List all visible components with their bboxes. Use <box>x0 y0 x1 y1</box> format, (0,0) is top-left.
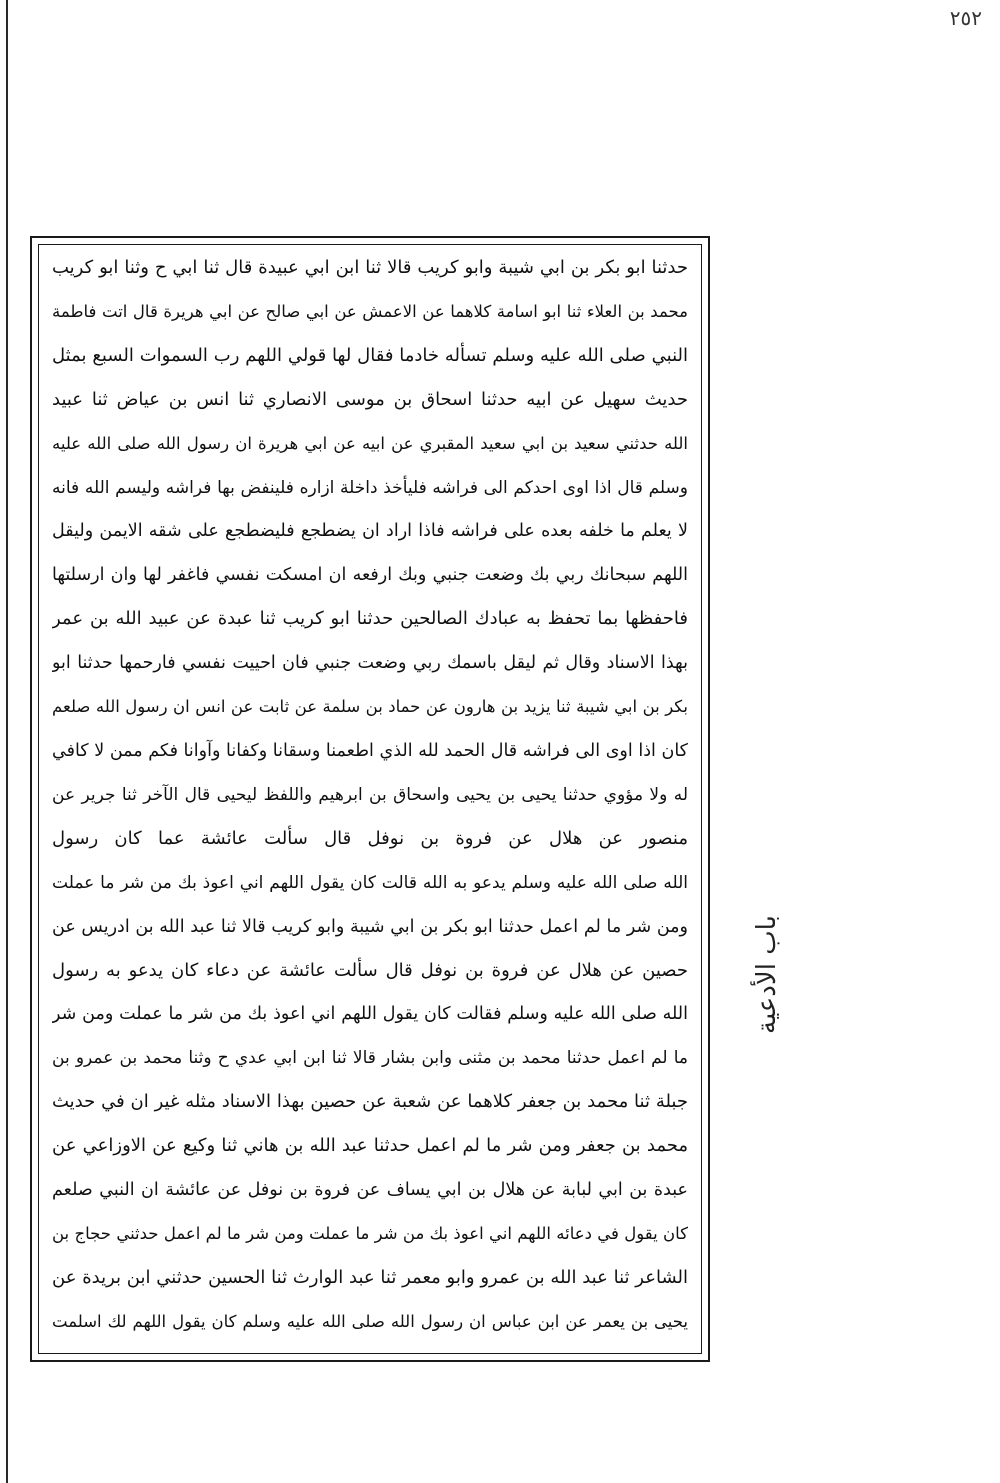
manuscript-line: بهذا الاسناد وقال ثم ليقل باسمك ربي وضعت جنبي فان احييت نفسي فارحمها حدثنا ابو <box>52 653 688 674</box>
manuscript-line: لا يعلم ما خلفه بعده على فراشه فاذا اراد ان يضطجع فليضطجع على شقه الايمن وليقل <box>52 521 688 542</box>
manuscript-line: كان يقول في دعائه اللهم اني اعوذ بك من شر ما عملت ومن شر ما لم اعمل حدثني حجاج بن <box>52 1223 688 1243</box>
manuscript-line: بكر بن ابي شيبة ثنا يزيد بن هارون عن حماد بن سلمة عن ثابت عن انس ان رسول الله صلعم <box>52 697 688 717</box>
manuscript-line: وسلم قال اذا اوى احدكم الى فراشه فليأخذ داخلة ازاره فلينفض بها فراشه وليسم الله فانه <box>52 477 688 498</box>
page-number: ٢٥٢ <box>949 6 982 30</box>
manuscript-line: النبي صلى الله عليه وسلم تسأله خادما فقال لها قولي اللهم رب السموات السبع بمثل <box>52 344 688 366</box>
manuscript-line: محمد بن جعفر ومن شر ما لم اعمل حدثنا عبد الله بن هاني ثنا وكيع عن الاوزاعي عن <box>52 1135 688 1157</box>
manuscript-line: الله حدثني سعيد بن ابي سعيد المقبري عن ابيه عن ابي هريرة ان رسول الله صلى الله عليه <box>52 433 688 453</box>
manuscript-line: يحيى بن يعمر عن ابن عباس ان رسول الله صلى الله عليه وسلم كان يقول اللهم لك اسلمت <box>52 1311 688 1331</box>
manuscript-line: له ولا مؤوي حدثنا يحيى بن يحيى واسحاق بن ابرهيم واللفظ ليحيى قال الآخر ثنا جرير عن <box>52 784 688 805</box>
manuscript-line: ومن شر ما لم اعمل حدثنا ابو بكر بن ابي شيبة وابو كريب قالا ثنا عبد الله بن ادريس عن <box>52 916 688 937</box>
manuscript-line: منصور عن هلال عن فروة بن نوفل قال سألت عائشة عما كان رسول <box>52 827 688 849</box>
manuscript-line: محمد بن العلاء ثنا ابو اسامة كلاهما عن الاعمش عن ابي صالح عن ابي هريرة قال اتت فاطمة <box>52 301 688 321</box>
manuscript-line: كان اذا اوى الى فراشه قال الحمد لله الذي اطعمنا وسقانا وكفانا وآوانا فكم ممن لا كافي <box>52 740 688 761</box>
manuscript-line: عبدة بن ابي لبابة عن هلال بن ابي يساف عن فروة بن نوفل عن عائشة ان النبي صلعم <box>52 1180 688 1201</box>
manuscript-line: اللهم سبحانك ربي بك وضعت جنبي وبك ارفعه ان امسكت نفسي فاغفر لها وان ارسلتها <box>52 565 688 586</box>
manuscript-line: الشاعر ثنا عبد الله بن عمرو وابو معمر ثنا عبد الوارث ثنا الحسين حدثني ابن بريدة عن <box>52 1266 688 1288</box>
manuscript-line: حديث سهيل عن ابيه حدثنا اسحاق بن موسى الانصاري ثنا انس بن عياض ثنا عبيد <box>52 388 688 410</box>
manuscript-line: جبلة ثنا محمد بن جعفر كلاهما عن شعبة عن حصين بهذا الاسناد مثله غير ان في حديث <box>52 1091 688 1113</box>
manuscript-line: ما لم اعمل حدثنا محمد بن مثنى وابن بشار قالا ثنا ابن ابي عدي ح وثنا محمد بن عمرو بن <box>52 1048 688 1069</box>
margin-chapter-heading: باب الأدعية <box>752 915 782 1035</box>
manuscript-line: الله صلى الله عليه وسلم فقالت كان يقول اللهم اني اعوذ بك من شر ما عملت ومن شر <box>52 1004 688 1025</box>
manuscript-text-block <box>52 250 688 1340</box>
manuscript-line: فاحفظها بما تحفظ به عبادك الصالحين حدثنا ابو كريب ثنا عبدة عن عبيد الله بن عمر <box>52 608 688 630</box>
manuscript-line: حدثنا ابو بكر بن ابي شيبة وابو كريب قالا ثنا ابن ابي عبيدة قال ثنا ابي ح وثنا ابو كريب <box>52 257 688 278</box>
page-edge-rule <box>6 0 8 1483</box>
manuscript-line: الله صلى الله عليه وسلم يدعو به الله قالت كان يقول اللهم اني اعوذ بك من شر ما عملت <box>52 872 688 893</box>
manuscript-line: حصين عن هلال عن فروة بن نوفل قال سألت عائشة عن دعاء كان يدعو به رسول <box>52 959 688 981</box>
